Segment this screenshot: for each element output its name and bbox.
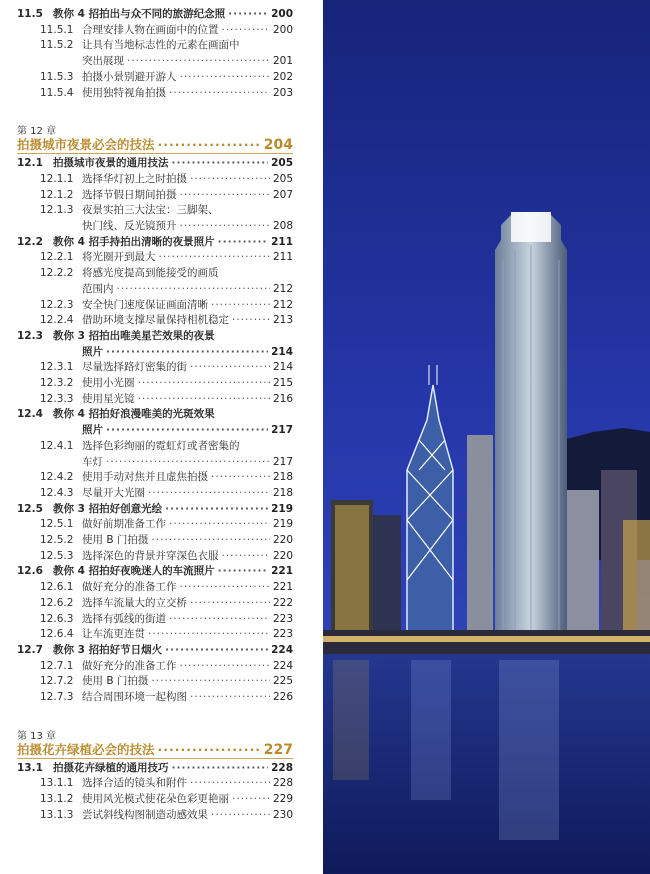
light-reflection <box>333 660 369 780</box>
dot-leader <box>138 393 270 406</box>
toc-subsection-row <box>40 314 293 327</box>
dot-leader <box>180 220 270 233</box>
toc-title: 尽量开大光圈 <box>82 486 145 499</box>
toc-subsection-row <box>40 691 293 704</box>
toc-title: 做好充分的准备工作 <box>82 659 177 672</box>
dot-leader <box>222 550 270 563</box>
toc-number: 13.1 <box>17 761 43 774</box>
toc-subsection-row <box>40 809 293 822</box>
chapter-label: 第 13 章 <box>17 730 57 742</box>
toc-page-number: 217 <box>271 424 293 437</box>
toc-title: 选择合适的镜头和附件 <box>82 777 187 790</box>
building <box>335 505 369 635</box>
toc-page-number: 205 <box>272 172 293 185</box>
toc-title: 拍摄城市夜景的通用技法 <box>53 157 169 170</box>
toc-title: 照片 <box>82 424 103 437</box>
dot-leader <box>190 691 270 704</box>
toc-number: 12.5.2 <box>40 534 74 546</box>
chapter-page-number: 227 <box>263 741 293 758</box>
toc-page-number: 220 <box>272 534 293 546</box>
toc-title: 结合周围环境一起构图 <box>82 691 187 703</box>
dot-leader <box>159 251 270 264</box>
toc-page-number: 211 <box>272 251 293 264</box>
toc-page-number: 216 <box>272 392 293 405</box>
toc-subsection-row <box>40 581 293 594</box>
dot-leader <box>232 793 270 806</box>
toc-title: 使用风光模式使花朵色彩更艳丽 <box>82 793 229 806</box>
toc-page-number: 226 <box>272 691 293 703</box>
toc-subsection-row <box>40 377 293 390</box>
toc-page-number: 202 <box>272 70 293 83</box>
toc-subsection-row <box>40 440 293 453</box>
toc-subsection-row <box>40 393 293 406</box>
harbour-water <box>323 654 650 874</box>
toc-page-number: 222 <box>272 596 293 609</box>
toc-page-number: 219 <box>272 518 293 531</box>
dot-leader <box>211 299 270 312</box>
toc-page-number: 200 <box>271 8 293 20</box>
dot-leader <box>106 424 268 437</box>
dot-leader <box>172 762 269 775</box>
toc-title: 拍摄小景别避开游人 <box>82 70 177 83</box>
toc-title: 范围内 <box>82 282 114 295</box>
building <box>567 490 599 640</box>
toc-page-number: 205 <box>271 157 293 170</box>
toc-title: 选择节假日期间拍摄 <box>82 188 177 201</box>
chapter-title-row <box>17 135 293 153</box>
toc-title: 教你 3 招拍好节日烟火 <box>53 643 163 656</box>
toc-page-number: 221 <box>272 581 293 594</box>
dot-leader <box>148 628 270 641</box>
toc-number: 12.1.2 <box>40 188 74 201</box>
dot-leader <box>151 675 270 688</box>
toc-page-number: 201 <box>272 55 293 68</box>
toc-page-number: 217 <box>272 455 293 468</box>
toc-page-number: 224 <box>271 643 293 656</box>
toc-page-number: 223 <box>272 612 293 625</box>
dot-leader <box>165 644 268 657</box>
dot-leader <box>158 137 261 152</box>
dot-leader <box>169 613 270 626</box>
toc-section-row <box>17 330 293 343</box>
dot-leader <box>232 314 270 327</box>
toc-title: 使用小光圈 <box>82 377 135 389</box>
toc-title: 快门线、反光镜预升 <box>82 220 177 232</box>
toc-number: 12.2.3 <box>40 298 74 311</box>
toc-number: 12.6 <box>17 565 43 578</box>
dot-leader <box>222 24 270 37</box>
building <box>467 435 493 640</box>
dot-leader <box>151 534 270 547</box>
toc-number: 11.5.2 <box>40 39 74 52</box>
toc-subsection-row <box>40 189 293 202</box>
toc-title: 选择车流量大的立交桥 <box>82 596 187 609</box>
toc-number: 11.5.1 <box>40 23 74 36</box>
dot-leader <box>180 71 270 84</box>
dot-leader <box>106 456 270 469</box>
dot-leader <box>190 777 270 790</box>
toc-subsection-row <box>40 777 293 790</box>
dot-leader <box>106 346 268 359</box>
toc-subsection-row <box>82 55 293 68</box>
toc-title: 教你 4 招手持拍出清晰的夜景照片 <box>53 235 215 248</box>
toc-number: 12.5.3 <box>40 549 74 562</box>
toc-page-number: 218 <box>272 486 293 499</box>
toc-page-number: 218 <box>272 471 293 484</box>
dot-leader <box>127 55 270 68</box>
toc-title: 让具有当地标志性的元素在画面中 <box>82 39 240 52</box>
toc-title: 借助环境支撑尽量保持相机稳定 <box>82 314 229 327</box>
toc-title: 做好充分的准备工作 <box>82 581 177 594</box>
toc-number: 12.4.1 <box>40 439 74 452</box>
toc-title: 尝试斜线构图制造动感效果 <box>82 808 208 821</box>
toc-subsection-row <box>40 518 293 531</box>
dot-leader <box>190 173 270 186</box>
toc-number: 12.7 <box>17 643 43 656</box>
toc-title: 选择深色的背景并穿深色衣服 <box>82 549 219 562</box>
building <box>373 515 401 640</box>
toc-title: 做好前期准备工作 <box>82 518 166 531</box>
toc-subsection-row <box>40 613 293 626</box>
toc-page-number: 228 <box>271 761 293 774</box>
toc-subsection-row <box>40 628 293 641</box>
toc-section-row <box>17 408 293 421</box>
toc-number: 12.6.3 <box>40 612 74 625</box>
light-reflection <box>499 660 559 840</box>
dot-leader <box>218 565 268 578</box>
toc-title: 选择华灯初上之时拍摄 <box>82 172 187 185</box>
toc-section-row <box>17 503 293 516</box>
toc-page-number: 214 <box>272 361 293 374</box>
toc-section-row <box>17 157 293 170</box>
dot-leader <box>228 8 268 21</box>
toc-subsection-row <box>40 471 293 484</box>
toc-number: 12.6.4 <box>40 628 74 641</box>
toc-number: 12.3.1 <box>40 361 74 374</box>
chapter-label: 第 12 章 <box>17 126 57 138</box>
toc-subsection-row <box>82 456 293 469</box>
toc-subsection-row <box>40 87 293 100</box>
chapter-title: 拍摄城市夜景必会的技法 <box>17 137 155 153</box>
toc-title: 突出展现 <box>82 55 124 68</box>
toc-page-number: 220 <box>272 549 293 562</box>
toc-title: 使用星光镜 <box>82 392 135 405</box>
toc-title: 教你 3 招拍出唯美星芒效果的夜景 <box>53 329 215 342</box>
toc-title: 教你 4 招拍好夜晚迷人的车流照片 <box>53 565 215 578</box>
toc-subsection-row <box>82 283 293 296</box>
toc-subsection-row <box>40 24 293 37</box>
waterfront-lights <box>323 636 650 642</box>
toc-page-number: 221 <box>271 565 293 578</box>
toc-section-row <box>17 565 293 578</box>
dot-leader <box>158 742 261 757</box>
toc-title: 安全快门速度保证画面清晰 <box>82 298 208 311</box>
toc-title: 尽量选择路灯密集的街 <box>82 361 187 374</box>
toc-number: 12.1.1 <box>40 172 74 185</box>
chapter-page-number: 204 <box>263 137 293 154</box>
toc-number: 12.6.2 <box>40 596 74 609</box>
toc-subsection-row <box>40 660 293 673</box>
toc-number: 12.3.2 <box>40 377 74 389</box>
toc-subsection-row <box>40 39 293 52</box>
toc-page-number: 203 <box>272 86 293 99</box>
chapter-divider <box>17 758 293 759</box>
table-of-contents <box>0 0 318 874</box>
toc-page-number: 219 <box>271 502 293 515</box>
dot-leader <box>172 157 269 170</box>
dot-leader <box>117 283 270 296</box>
toc-page-number: 223 <box>272 628 293 641</box>
toc-section-row <box>17 762 293 775</box>
toc-title: 使用手动对焦并且虚焦拍摄 <box>82 471 208 484</box>
toc-number: 12.2.4 <box>40 314 74 327</box>
toc-section-row <box>17 644 293 657</box>
toc-title: 将光圈开到最大 <box>82 251 156 264</box>
dot-leader <box>148 487 270 500</box>
toc-subsection-row <box>40 251 293 264</box>
toc-title: 照片 <box>82 345 103 358</box>
toc-number: 12.7.1 <box>40 659 74 672</box>
toc-title: 教你 4 招拍出与众不同的旅游纪念照 <box>53 8 226 20</box>
toc-subsection-row <box>40 597 293 610</box>
toc-number: 12.7.3 <box>40 691 74 703</box>
toc-section-row <box>17 8 293 21</box>
toc-subsection-row <box>40 534 293 547</box>
toc-title: 选择色彩绚丽的霓虹灯或者密集的 <box>82 439 240 452</box>
dot-leader <box>218 236 268 249</box>
toc-subsection-row <box>40 299 293 312</box>
toc-number: 13.1.1 <box>40 777 74 790</box>
toc-number: 13.1.2 <box>40 793 74 806</box>
toc-page-number: 228 <box>272 777 293 790</box>
dot-leader <box>180 581 270 594</box>
toc-subsection-row <box>40 675 293 688</box>
toc-number: 12.2 <box>17 235 43 248</box>
toc-subsection-row <box>40 204 293 217</box>
toc-number: 12.3 <box>17 329 43 342</box>
toc-subsection-row <box>40 550 293 563</box>
toc-page-number: 211 <box>271 235 293 248</box>
toc-subsection-row <box>82 424 293 437</box>
toc-page-number: 224 <box>272 659 293 672</box>
toc-number: 12.6.1 <box>40 581 74 594</box>
toc-title: 将感光度提高到能接受的画质 <box>82 267 219 280</box>
toc-title: 使用 B 门拍摄 <box>82 534 149 546</box>
toc-page-number: 207 <box>272 188 293 201</box>
toc-title: 让车流更连贯 <box>82 628 145 641</box>
hong-kong-skyline-photo <box>323 0 650 874</box>
toc-title: 选择有弧线的街道 <box>82 612 166 625</box>
toc-page-number: 212 <box>272 282 293 295</box>
toc-number: 12.3.3 <box>40 392 74 405</box>
toc-page-number: 212 <box>272 298 293 311</box>
toc-title: 合理安排人物在画面中的位置 <box>82 23 219 36</box>
toc-title: 使用独特视角拍摄 <box>82 86 166 99</box>
dot-leader <box>190 597 270 610</box>
toc-number: 12.7.2 <box>40 675 74 688</box>
toc-number: 12.4.3 <box>40 486 74 499</box>
building <box>623 520 650 640</box>
light-reflection <box>411 660 451 800</box>
toc-number: 12.1.3 <box>40 204 74 217</box>
toc-number: 11.5.4 <box>40 86 74 99</box>
toc-title: 教你 3 招拍好创意光绘 <box>53 502 163 515</box>
toc-title: 夜景实拍三大法宝：三脚架、 <box>82 204 219 217</box>
toc-subsection-row <box>40 487 293 500</box>
toc-page-number: 225 <box>272 675 293 688</box>
toc-number: 13.1.3 <box>40 808 74 821</box>
toc-title: 拍摄花卉绿植的通用技巧 <box>53 761 169 774</box>
toc-subsection-row <box>40 361 293 374</box>
dot-leader <box>138 377 270 390</box>
dot-leader <box>169 518 270 531</box>
toc-number: 11.5 <box>17 8 43 20</box>
toc-title: 教你 4 招拍好浪漫唯美的光斑效果 <box>53 408 215 421</box>
toc-page-number: 230 <box>272 808 293 821</box>
dot-leader <box>180 660 270 673</box>
toc-subsection-row <box>40 71 293 84</box>
dot-leader <box>180 189 270 202</box>
toc-number: 11.5.3 <box>40 70 74 83</box>
toc-title: 使用 B 门拍摄 <box>82 675 149 688</box>
toc-number: 12.2.1 <box>40 251 74 264</box>
toc-number: 12.4 <box>17 408 43 421</box>
toc-page-number: 213 <box>272 314 293 327</box>
toc-subsection-row <box>40 267 293 280</box>
chapter-title: 拍摄花卉绿植必会的技法 <box>17 741 155 757</box>
chapter-title-row <box>17 740 293 758</box>
toc-number: 12.2.2 <box>40 267 74 280</box>
toc-number: 12.4.2 <box>40 471 74 484</box>
toc-page-number: 208 <box>272 220 293 232</box>
dot-leader <box>190 361 270 374</box>
chapter-divider <box>17 153 293 154</box>
toc-subsection-row <box>82 220 293 233</box>
toc-number: 12.5 <box>17 502 43 515</box>
toc-number: 12.5.1 <box>40 518 74 531</box>
toc-subsection-row <box>82 346 293 359</box>
toc-section-row <box>17 236 293 249</box>
toc-title: 车灯 <box>82 455 103 468</box>
toc-subsection-row <box>40 173 293 186</box>
toc-page-number: 215 <box>272 377 293 389</box>
dot-leader <box>169 87 270 100</box>
toc-subsection-row <box>40 793 293 806</box>
dot-leader <box>211 809 270 822</box>
dot-leader <box>211 471 270 484</box>
toc-page-number: 229 <box>272 793 293 806</box>
toc-page-number: 200 <box>272 23 293 36</box>
toc-page-number: 214 <box>271 345 293 358</box>
dot-leader <box>165 503 268 516</box>
toc-number: 12.1 <box>17 157 43 170</box>
ifc-crown <box>511 212 551 242</box>
